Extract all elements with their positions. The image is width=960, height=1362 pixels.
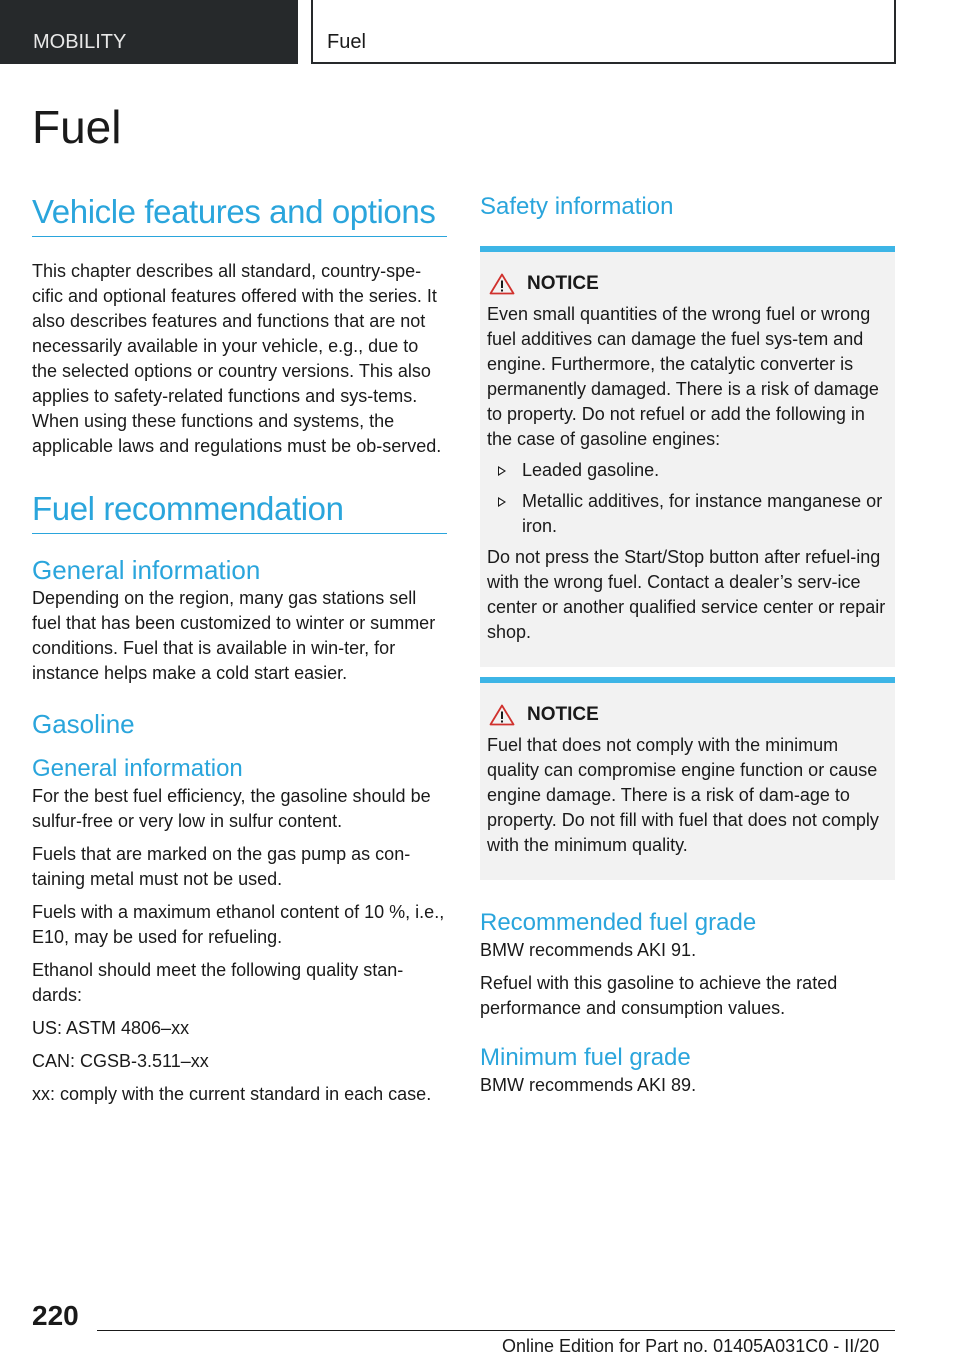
- bullet-triangle-icon: [498, 466, 506, 476]
- gasoline-general-information-heading: General information: [32, 755, 243, 782]
- notice-label: NOTICE: [527, 273, 599, 294]
- general-information-heading: General information: [32, 555, 261, 585]
- notice-box: [480, 677, 895, 880]
- minimum-grade-body: BMW recommends AKI 89.: [480, 1075, 697, 1095]
- right-column: [480, 190, 895, 1098]
- left-column: [32, 190, 447, 1107]
- header-chapter-label: Fuel: [327, 31, 366, 53]
- list-item-text: Leaded gasoline.: [522, 460, 660, 480]
- notice-outro: Do not press the Start/Stop button after refuel-ing with the wrong fuel. Contact a dealer’s serv-ice center or another qualified service center or repair shop.: [487, 547, 886, 642]
- notice-bullet-list: [487, 458, 887, 539]
- gasoline-paragraph: Ethanol should meet the following quality stan-dards:: [32, 960, 404, 1005]
- warning-triangle-icon: [489, 273, 515, 295]
- gasoline-paragraph: US: ASTM 4806–xx: [32, 1018, 190, 1038]
- gasoline-paragraph: Fuels with a maximum ethanol content of 10 %, i.e., E10, may be used for refueling.: [32, 902, 445, 947]
- list-item: [487, 458, 887, 483]
- recommended-grade-paragraph: BMW recommends AKI 91.: [480, 940, 697, 960]
- recommended-fuel-grade-heading: Recommended fuel grade: [480, 909, 757, 936]
- notice-header: [487, 272, 887, 296]
- header-chapter-tab: [311, 0, 896, 64]
- list-item: [487, 489, 887, 539]
- gasoline-paragraph: CAN: CGSB-3.511–xx: [32, 1051, 209, 1071]
- bullet-triangle-icon: [498, 497, 506, 507]
- fuel-recommendation-heading: Fuel recommendation: [32, 487, 447, 534]
- vehicle-features-heading: Vehicle features and options: [32, 190, 447, 237]
- footer-edition: Online Edition for Part no. 01405A031C0 - II/20: [502, 1336, 880, 1356]
- notice-body: Fuel that does not comply with the minimum quality can compromise engine function or cause engine damage. There is a risk of dam-age to property. Do not fill with fuel that does not comply with the minimum quality.: [487, 735, 879, 855]
- safety-information-heading: Safety information: [480, 193, 674, 220]
- header-section-label: MOBILITY: [33, 31, 127, 53]
- header-section-tab: [0, 0, 298, 64]
- general-information-body: Depending on the region, many gas stations sell fuel that has been customized to winter or summer conditions. Fuel that is available in win-ter, for instance helps make a cold start easier.: [32, 588, 436, 683]
- notice-box: [480, 246, 895, 667]
- gasoline-paragraph: xx: comply with the current standard in each case.: [32, 1084, 432, 1104]
- footer-divider: [97, 1330, 895, 1331]
- notice-label: NOTICE: [527, 704, 599, 725]
- recommended-grade-paragraph: Refuel with this gasoline to achieve the rated performance and consumption values.: [480, 973, 838, 1018]
- list-item-text: Metallic additives, for instance manganese or iron.: [522, 491, 883, 536]
- page-number: 220: [32, 1300, 79, 1331]
- notice-intro: Even small quantities of the wrong fuel or wrong fuel additives can damage the fuel sys-tem and engine. Furthermore, the catalytic converter is permanently damaged. There is a risk of damage to property. Do not refuel or add the following in the case of gasoline engines:: [487, 304, 879, 449]
- warning-triangle-icon: [489, 704, 515, 726]
- page-title: Fuel: [32, 101, 122, 153]
- gasoline-paragraph: For the best fuel efficiency, the gasoline should be sulfur-free or very low in sulfur content.: [32, 786, 431, 831]
- minimum-fuel-grade-heading: Minimum fuel grade: [480, 1044, 691, 1071]
- vehicle-features-body: This chapter describes all standard, country-spe-cific and optional features offered with the series. It also describes features and functions that are not necessarily available in your vehicle, e.g., due to the selected options or country versions. This also applies to safety-related functions and sys-tems. When using these functions and systems, the applicable laws and regulations must be ob-served.: [32, 261, 442, 456]
- gasoline-heading: Gasoline: [32, 709, 135, 739]
- notice-header: [487, 703, 887, 727]
- gasoline-paragraph: Fuels that are marked on the gas pump as con-taining metal must not be used.: [32, 844, 411, 889]
